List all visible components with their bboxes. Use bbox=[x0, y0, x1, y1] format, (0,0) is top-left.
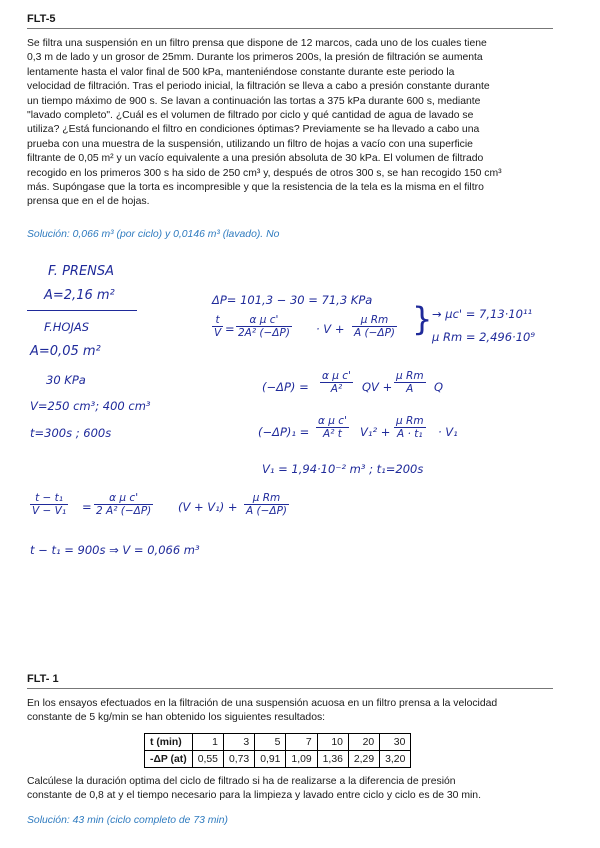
problem-question-flt1 bbox=[27, 775, 553, 804]
table-cell: 0,91 bbox=[255, 751, 286, 768]
table-cell: 1 bbox=[192, 734, 223, 751]
note-hojas-label: F.HOJAS bbox=[44, 320, 90, 334]
note-pressure: 30 KPa bbox=[46, 373, 86, 387]
eq2-mid: QV + bbox=[362, 380, 393, 394]
text-line: Calcúlese la duración optima del ciclo de filtrado si ha de realizarse a la diferencia de presión bbox=[27, 776, 456, 787]
text-line: más. Supóngase que la torta es incompresible y que la resistencia de la tela es la misma en el filtro bbox=[27, 182, 484, 194]
text-line: prensa que en el de hojas. bbox=[27, 196, 150, 208]
eq4-mid: (V + V₁) + bbox=[178, 500, 238, 514]
table-cell: 20 bbox=[348, 734, 379, 751]
eq3-mid: V₁² + bbox=[360, 425, 391, 439]
eq1-term1: $\frac{\text{α μ c'}}{\text{2A² (−ΔP)}}$ bbox=[238, 314, 290, 339]
eq2-end: Q bbox=[434, 380, 444, 394]
text-line: prueba con una muestra de la suspensión, utilizando un filtro de hojas a vacío con una superficie bbox=[27, 138, 473, 150]
table-cell: 0,73 bbox=[223, 751, 254, 768]
eq3-term1: $\frac{\text{α μ c'}}{\text{A² t}}$ bbox=[318, 415, 347, 440]
section-title-flt1: FLT- 1 bbox=[27, 673, 59, 685]
data-table bbox=[144, 733, 411, 768]
section-divider bbox=[27, 688, 553, 689]
eq1-mid: · V + bbox=[316, 322, 345, 336]
eq1-term2: $\frac{\text{μ Rm}}{A (-\Delta P)}$ bbox=[354, 314, 396, 339]
note-v1-result: V₁ = 1,94·10⁻² m³ ; t₁=200s bbox=[262, 462, 424, 476]
text-line: 0,3 m de lado y un grosor de 25mm. Durante los primeros 200s, la presión de filtración se aumenta bbox=[27, 52, 483, 64]
eq4-term1: $\frac{\text{α μ c'}}{\text{2 A² (−ΔP)}}$ bbox=[96, 492, 152, 517]
section-divider bbox=[27, 28, 553, 29]
text-line: recogido en los primeros 300 s ha sido de 250 cm³ y, después de otros 300 s, se han recogido 150 cm³ bbox=[27, 167, 502, 179]
table-cell: 30 bbox=[380, 734, 411, 751]
problem-intro-flt1 bbox=[27, 697, 553, 726]
eq2-lhs: (−ΔP) = bbox=[262, 380, 309, 394]
table-cell: 2,29 bbox=[348, 751, 379, 768]
eq4-equals: = bbox=[82, 500, 92, 514]
table-cell: 1,09 bbox=[286, 751, 317, 768]
eq4-term2: $\frac{\text{μ Rm}}{A (-\Delta P)}$ bbox=[246, 492, 288, 517]
table-row bbox=[145, 751, 411, 768]
table-cell: 0,55 bbox=[192, 751, 223, 768]
right-brace-icon: } bbox=[412, 300, 433, 338]
text-line: "lavado completo". ¿Cuál es el volumen de filtrado por ciclo y qué cantidad de agua de lavado se bbox=[27, 110, 474, 122]
eq1-lhs: $\frac{t}{V}$ bbox=[214, 314, 222, 339]
table-cell: 5 bbox=[255, 734, 286, 751]
note-times: t=300s ; 600s bbox=[30, 426, 112, 440]
note-area-hojas: A=0,05 m² bbox=[30, 344, 101, 359]
text-line: Se filtra una suspensión en un filtro prensa que dispone de 12 marcos, cada uno de los cuales tiene bbox=[27, 38, 487, 49]
text-line: velocidad de filtración. Tras el periodo inicial, la filtración se lleva a cabo a presión constante durante bbox=[27, 81, 490, 93]
note-delta-p: ΔP= 101,3 − 30 = 71,3 KPa bbox=[212, 293, 373, 307]
note-area-prensa: A=2,16 m² bbox=[44, 288, 115, 303]
text-line: lentamente hasta el valor final de 500 kPa, manteniéndose constante durante este periodo la bbox=[27, 66, 455, 78]
note-result-rm: μ Rm = 2,496·10⁹ bbox=[432, 330, 535, 344]
text-line: filtrante de 0,05 m² y un vacío equivalente a una presión absoluta de 30 kPa. El volumen de filtrado bbox=[27, 153, 484, 165]
table-row bbox=[145, 734, 411, 751]
solution-flt1: Solución: 43 min (ciclo completo de 73 min) bbox=[27, 815, 228, 826]
table-cell: 3,20 bbox=[380, 751, 411, 768]
eq2-term1: $\frac{\text{α μ c'}}{\text{A²}}$ bbox=[322, 370, 351, 395]
eq3-end: · V₁ bbox=[438, 425, 458, 439]
note-separator bbox=[27, 310, 137, 311]
eq4-lhs: $\frac{\text{t − t₁}}{\text{V − V₁}}$ bbox=[32, 492, 67, 517]
note-volumes: V=250 cm³; 400 cm³ bbox=[30, 399, 151, 413]
text-line: constante de 5 kg/min se han obtenido los siguientes resultados: bbox=[27, 712, 326, 724]
table-header-cell: -ΔP (at) bbox=[145, 751, 193, 768]
table-header-cell: t (min) bbox=[145, 734, 193, 751]
table-cell: 1,36 bbox=[317, 751, 348, 768]
note-final-result: t − t₁ = 900s ⇒ V = 0,066 m³ bbox=[30, 543, 200, 557]
solution-flt5: Solución: 0,066 m³ (por ciclo) y 0,0146 m³ (lavado). No bbox=[27, 229, 280, 240]
note-result-c: → μc' = 7,13·10¹¹ bbox=[432, 307, 533, 321]
section-title-flt5: FLT-5 bbox=[27, 13, 56, 25]
eq1-equals: = bbox=[225, 322, 235, 336]
text-line: un tiempo máximo de 900 s. Se lavan a continuación las tortas a 375 kPa durante 600 s, mediante bbox=[27, 95, 481, 107]
eq3-term2: $\frac{\text{μ Rm}}{\text{A · t₁}}$ bbox=[396, 415, 424, 440]
text-line: constante de 0,8 at y el tiempo necesario para la limpieza y lavado entre ciclo y ciclo es de 30 min. bbox=[27, 790, 481, 802]
note-prensa-label: F. PRENSA bbox=[48, 264, 115, 279]
table-cell: 10 bbox=[317, 734, 348, 751]
problem-statement-flt5 bbox=[27, 37, 553, 210]
table-cell: 3 bbox=[223, 734, 254, 751]
text-line: utiliza? ¿Está funcionando el filtro en condiciones óptimas? Previamente se ha llevado a cabo una bbox=[27, 124, 480, 136]
text-line: En los ensayos efectuados en la filtración de una suspensión acuosa en un filtro prensa a la velocidad bbox=[27, 698, 498, 709]
eq3-lhs: (−ΔP)₁ = bbox=[258, 425, 310, 439]
table-cell: 7 bbox=[286, 734, 317, 751]
eq2-term2: $\frac{\text{μ Rm}}{A}$ bbox=[396, 370, 424, 395]
